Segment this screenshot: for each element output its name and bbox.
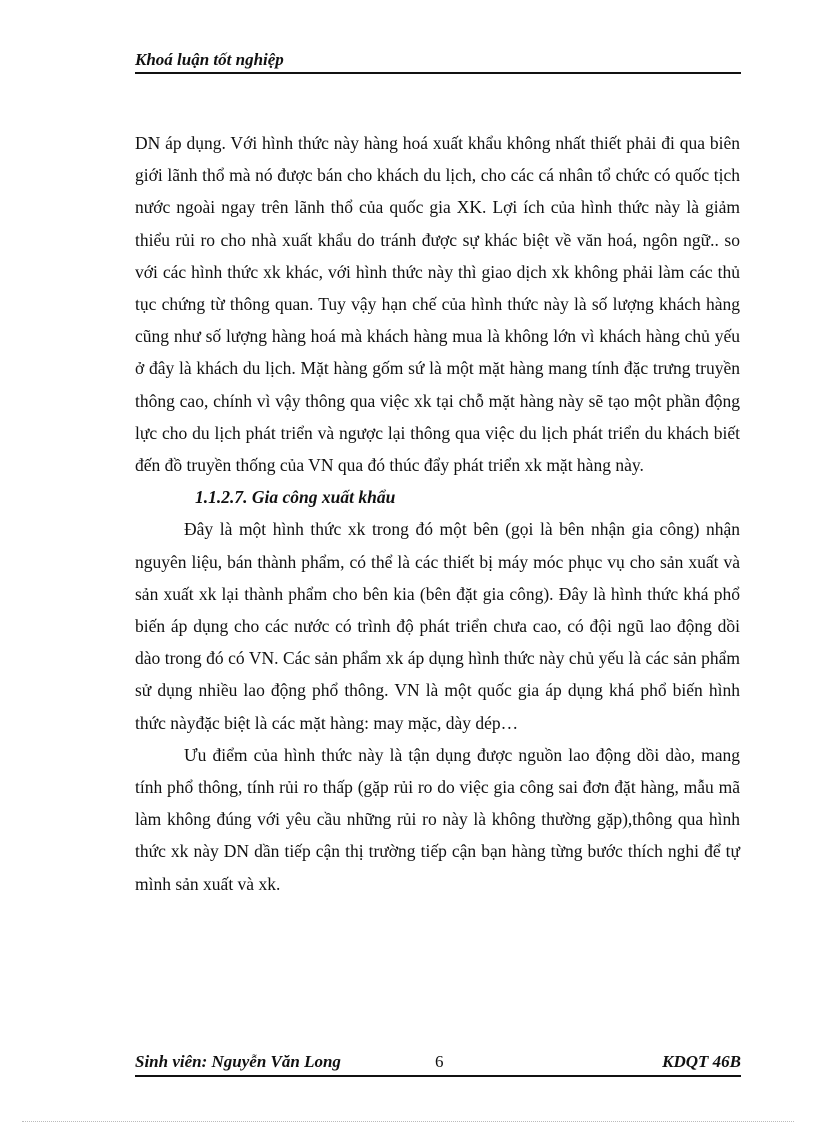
footer-student-name: Sinh viên: Nguyễn Văn Long (135, 1052, 341, 1071)
page-bottom-border (22, 1121, 794, 1122)
document-body (135, 127, 740, 900)
paragraph-export-on-site: DN áp dụng. Với hình thức này hàng hoá xuất khẩu không nhất thiết phải đi qua biên giới lãnh thổ mà nó được bán cho khách du lịch, cho các cá nhân tổ chức có quốc tịch nước ngoài ngay trên lãnh thổ của quốc gia XK. Lợi ích của hình thức này là giảm thiểu rủi ro cho nhà xuất khẩu do tránh được sự khác biệt về văn hoá, ngôn ngữ.. so với các hình thức xk khác, với hình thức này thì giao dịch xk không phải làm các thủ tục chứng từ thông quan. Tuy vậy hạn chế của hình thức này là số lượng khách hàng cũng như số lượng hàng hoá mà khách hàng mua là không lớn vì khách hàng chủ yếu ở đây là khách du lịch. Mặt hàng gốm sứ là một mặt hàng mang tính đặc trưng truyền thông cao, chính vì vậy thông qua việc xk tại chỗ mặt hàng này sẽ tạo một phần động lực cho du lịch phát triển và ngược lại thông qua việc du lịch phát triển du khách biết đến đồ truyền thống của VN qua đó thúc đẩy phát triển xk mặt hàng này. (135, 133, 740, 476)
section-heading: 1.1.2.7. Gia công xuất khẩu (195, 487, 396, 508)
page-header (135, 46, 741, 74)
footer-class-code: KDQT 46B (662, 1052, 741, 1071)
page-footer (135, 1049, 741, 1077)
paragraph-processing-advantages: Ưu điểm của hình thức này là tận dụng được nguồn lao động dồi dào, mang tính phổ thông, tính rủi ro thấp (gặp rủi ro do việc gia công sai đơn đặt hàng, mẫu mã làm không đúng với yêu cầu những rủi ro này là không thường gặp),thông qua hình thức xk này DN dần tiếp cận thị trường tiếp cận bạn hàng từng bước thích nghi để tự mình sản xuất và xk. (135, 744, 740, 894)
footer-page-number: 6 (435, 1052, 444, 1071)
header-title: Khoá luận tốt nghiệp (135, 50, 284, 69)
paragraph-processing-definition: Đây là một hình thức xk trong đó một bên (gọi là bên nhận gia công) nhận nguyên liệu, bán thành phẩm, có thể là các thiết bị máy móc phục vụ cho sản xuất và sản xuất xk lại thành phẩm cho bên kia (bên đặt gia công). Đây là hình thức khá phổ biến áp dụng cho các nước có trình độ phát triển chưa cao, có đội ngũ lao động dồi dào trong đó có VN. Các sản phẩm xk áp dụng hình thức này chủ yếu là các sản phẩm sử dụng nhiều lao động phổ thông. VN là một quốc gia áp dụng khá phổ biến hình thức nàyđặc biệt là các mặt hàng: may mặc, dày dép… (135, 519, 740, 733)
